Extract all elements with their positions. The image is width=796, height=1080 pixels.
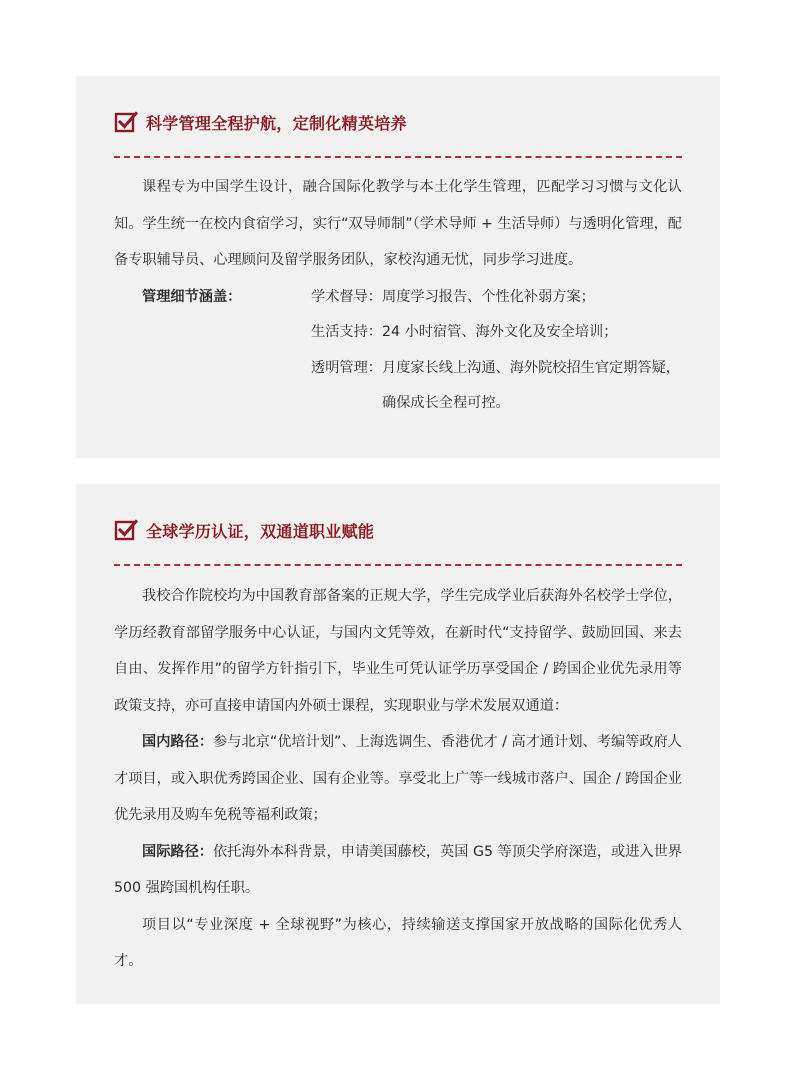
domestic-path-label: 国内路径： (142, 734, 214, 750)
dashed-divider (114, 564, 682, 566)
section-card-certification (76, 484, 720, 1004)
section-title: 全球学历认证，双通道职业赋能 (146, 521, 375, 541)
dashed-divider (114, 156, 682, 158)
closing-paragraph: 项目以“专业深度 + 全球视野”为核心，持续输送支撑国家开放战略的国际化优秀人才。 (114, 916, 682, 969)
section-title: 科学管理全程护航，定制化精英培养 (146, 113, 407, 133)
detail-value: 24 小时宿管、海外文化及安全培训； (382, 324, 618, 340)
international-path-label: 国际路径： (142, 843, 213, 860)
detail-value: 周度学习报告、个性化补弱方案； (382, 288, 595, 305)
international-path-text: 依托海外本科背景，申请美国藤校，英国 G5 等顶尖学府深造，或进入世界 500 强跨国机构任职。 (114, 843, 682, 896)
international-path (114, 834, 682, 907)
section-header (114, 515, 682, 545)
section-intro: 我校合作院校均为中国教育部备案的正规大学，学生完成学业后获海外名校学士学位，学历经教育部留学服务中心认证，与国内文凭等效，在新时代“支持留学、鼓励回国、来去自由、发挥作用”的留学方针指引下，毕业生可凭认证学历享受国企 / 跨国企业优先录用等政策支持，亦可直接申请国内外硕士课程，实现职业与学术发展双通道： (114, 588, 682, 714)
checkbox-check-icon (114, 518, 138, 542)
detail-value: 月度家长线上沟通、海外院校招生官定期答疑，确保成长全程可控。 (382, 359, 680, 411)
management-details (114, 280, 682, 422)
detail-label: 学术督导： (311, 288, 382, 305)
details-label: 管理细节涵盖： (142, 288, 242, 305)
checkbox-check-icon (114, 110, 138, 134)
domestic-path-text: 参与北京“优培计划”、上海选调生、香港优才 / 高才通计划、考编等政府人才项目，或入职优秀跨国企业、国有企业等。享受北上广等一线城市落户、国企 / 跨国企业优先录用及购车免税等福利政策； (114, 734, 682, 823)
section-intro: 课程专为中国学生设计，融合国际化教学与本土化学生管理，匹配学习习惯与文化认知。学生统一在校内食宿学习，实行“双导师制”（学术导师 + 生活导师）与透明化管理，配备专职辅导员、心理顾问及留学服务团队，家校沟通无忧，同步学习进度。 (114, 179, 682, 268)
section-header (114, 107, 682, 137)
domestic-path (114, 724, 682, 834)
detail-label: 生活支持： (311, 324, 382, 340)
detail-label: 透明管理： (311, 359, 382, 376)
section-card-management (76, 76, 720, 458)
